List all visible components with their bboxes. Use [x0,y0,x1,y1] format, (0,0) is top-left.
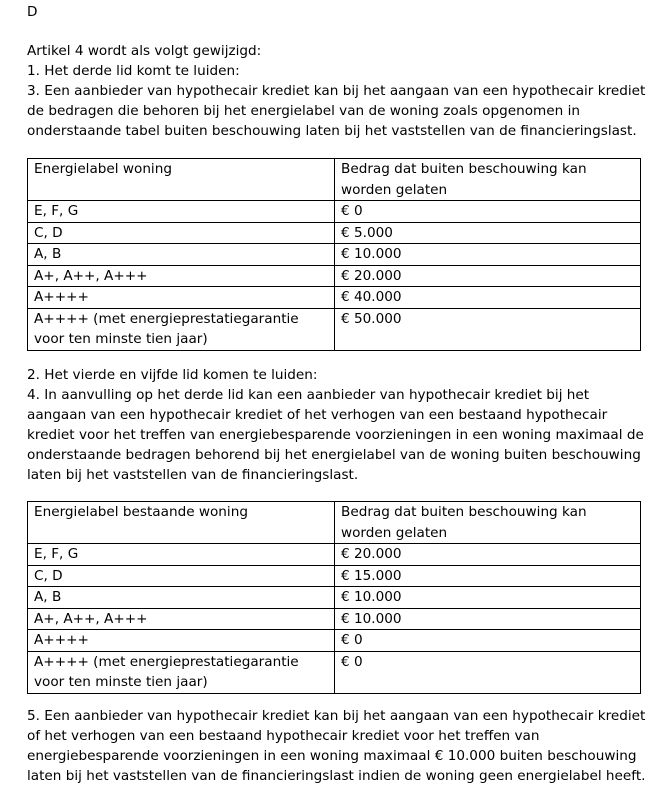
table-cell: A, B [28,587,335,609]
section-heading: D [27,4,38,20]
table-row [28,222,641,244]
middle-line: laten bij het vaststellen van de financieringslast. [27,467,359,483]
middle-line: onderstaande bedragen behorend bij het energielabel van de woning buiten beschouwing [27,447,641,463]
table-cell: € 40.000 [335,287,641,309]
middle-line: aangaan van een hypothecair krediet of het verhogen van een bestaand hypothecair [27,407,608,423]
table-header-cell: Bedrag dat buiten beschouwing kan worden gelaten [335,159,641,201]
table-cell: € 50.000 [335,308,641,350]
table-cell: A++++ (met energieprestatiegarantie voor ten minste tien jaar) [28,651,335,693]
table-header-cell: Energielabel woning [28,159,335,201]
table-row [28,244,641,266]
table-row [28,287,641,309]
table-cell: A+, A++, A+++ [28,608,335,630]
intro-line: de bedragen die behoren bij het energielabel van de woning zoals opgenomen in [27,103,580,119]
table-cell: A++++ [28,287,335,309]
table-cell: € 20.000 [335,544,641,566]
table-header-row [28,502,641,544]
table-cell: € 10.000 [335,608,641,630]
table-row [28,565,641,587]
table-cell: E, F, G [28,201,335,223]
table-row [28,587,641,609]
middle-line: 2. Het vierde en vijfde lid komen te luiden: [27,367,318,383]
table-cell: € 0 [335,201,641,223]
intro-line: Artikel 4 wordt als volgt gewijzigd: [27,43,262,59]
table-cell: € 10.000 [335,587,641,609]
table-row [28,544,641,566]
table-cell: A+, A++, A+++ [28,265,335,287]
middle-line: krediet voor het treffen van energiebesparende voorzieningen in een woning maximaal de [27,427,644,443]
table-cell: E, F, G [28,544,335,566]
energy-label-table [27,158,641,351]
table-cell: € 5.000 [335,222,641,244]
table-cell: A++++ [28,630,335,652]
intro-line: onderstaande tabel buiten beschouwing laten bij het vaststellen van de financieringslast. [27,123,637,139]
existing-home-energy-label-table [27,501,641,694]
table-row [28,608,641,630]
intro-line: 3. Een aanbieder van hypothecair krediet kan bij het aangaan van een hypothecair krediet [27,83,646,99]
table-cell: A++++ (met energieprestatiegarantie voor ten minste tien jaar) [28,308,335,350]
intro-line: 1. Het derde lid komt te luiden: [27,63,240,79]
table-header-cell: Bedrag dat buiten beschouwing kan worden gelaten [335,502,641,544]
table-cell: € 10.000 [335,244,641,266]
table-cell: A, B [28,244,335,266]
table-row [28,308,641,350]
table-cell: € 20.000 [335,265,641,287]
table-row [28,265,641,287]
middle-line: 4. In aanvulling op het derde lid kan een aanbieder van hypothecair krediet bij het [27,387,590,403]
table-cell: € 0 [335,630,641,652]
closing-line: 5. Een aanbieder van hypothecair krediet kan bij het aangaan van een hypothecair krediet [27,708,646,724]
closing-line: laten bij het vaststellen van de financieringslast indien de woning geen energielabel heeft. [27,768,646,784]
table-row [28,651,641,693]
table-cell: € 0 [335,651,641,693]
closing-line: energiebesparende voorzieningen in een woning maximaal € 10.000 buiten beschouwing [27,748,637,764]
table-cell: € 15.000 [335,565,641,587]
table-cell: C, D [28,565,335,587]
table-header-row [28,159,641,201]
table-row [28,630,641,652]
table-row [28,201,641,223]
closing-line: of het verhogen van een bestaand hypothecair krediet voor het treffen van [27,728,540,744]
table-cell: C, D [28,222,335,244]
table-header-cell: Energielabel bestaande woning [28,502,335,544]
